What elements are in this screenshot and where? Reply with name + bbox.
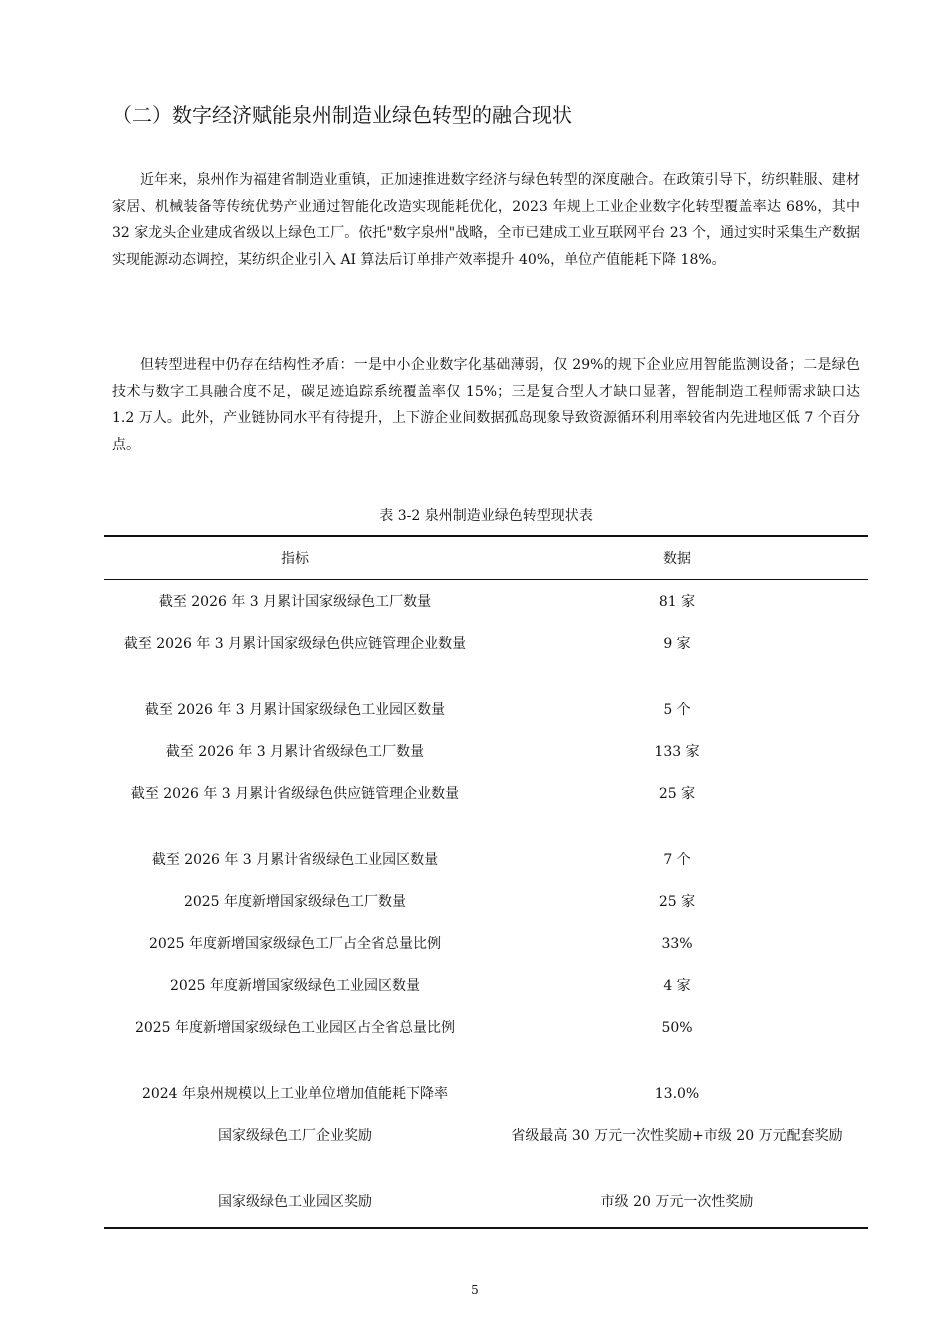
table-cell-value: 4 家 (663, 978, 691, 994)
section-title: （二）数字经济赋能泉州制造业绿色转型的融合现状 (112, 103, 572, 127)
table-cell-indicator: 截至 2026 年 3 月累计省级绿色工厂数量 (165, 744, 425, 760)
table-row (104, 622, 868, 688)
body-paragraph: 但转型进程中仍存在结构性矛盾：一是中小企业数字化基础薄弱，仅 29%的规下企业应用智能监测设备；二是绿色技术与数字工具融合度不足，碳足迹追踪系统覆盖率仅 15%；三是复合型人才缺口显著，智能制造工程师需求缺口达 1.2 万人。此外，产业链协同水平有待提升，上下游企业间数据孤岛现象导致资源循环利用率较省内先进地区低 7 个百分点。 (112, 357, 860, 453)
table-row (104, 580, 868, 622)
table-cell-indicator: 截至 2026 年 3 月累计国家级绿色供应链管理企业数量 (123, 636, 467, 652)
page-number: 5 (471, 1283, 479, 1297)
table-row (104, 772, 868, 838)
table-row (104, 1180, 868, 1227)
table-cell-indicator: 截至 2026 年 3 月累计国家级绿色工业园区数量 (144, 702, 446, 718)
table-header-indicator: 指标 (281, 551, 309, 567)
table-cell-indicator: 国家级绿色工业园区奖励 (218, 1194, 372, 1210)
table-cell-indicator: 2024 年泉州规模以上工业单位增加值能耗下降率 (141, 1086, 449, 1102)
table-cell-indicator: 2025 年度新增国家级绿色工厂占全省总量比例 (148, 936, 442, 952)
body-paragraph: 近年来，泉州作为福建省制造业重镇，正加速推进数字经济与绿色转型的深度融合。在政策引导下，纺织鞋服、建材家居、机械装备等传统优势产业通过智能化改造实现能耗优化，2023 年规上工业企业数字化转型覆盖率达 68%，其中 32 家龙头企业建成省级以上绿色工厂。依托"数字泉州"战略，全市已建成工业互联网平台 23 个，通过实时采集生产数据实现能源动态调控，某纺织企业引入 AI 算法后订单排产效率提升 40%，单位产值能耗下降 18%。 (112, 172, 860, 268)
table-row (104, 922, 868, 964)
table-cell-value: 33% (661, 936, 693, 952)
table-cell-indicator: 国家级绿色工厂企业奖励 (218, 1128, 372, 1144)
table-cell-indicator: 截至 2026 年 3 月累计国家级绿色工厂数量 (158, 594, 432, 610)
table-row (104, 1072, 868, 1114)
table-header-row (104, 537, 868, 580)
status-table (104, 535, 868, 1229)
table-row (104, 688, 868, 730)
table-cell-indicator: 截至 2026 年 3 月累计省级绿色工业园区数量 (151, 852, 439, 868)
table-cell-indicator: 2025 年度新增国家级绿色工业园区占全省总量比例 (134, 1020, 456, 1036)
table-cell-value: 5 个 (663, 702, 691, 718)
table-cell-indicator: 截至 2026 年 3 月累计省级绿色供应链管理企业数量 (130, 786, 460, 802)
table-header-value: 数据 (663, 551, 691, 567)
table-cell-value: 省级最高 30 万元一次性奖励+市级 20 万元配套奖励 (511, 1128, 843, 1144)
table-cell-value: 25 家 (658, 786, 696, 802)
table-cell-value: 市级 20 万元一次性奖励 (600, 1194, 754, 1210)
table-row (104, 964, 868, 1006)
table-cell-value: 81 家 (658, 594, 696, 610)
table-row (104, 838, 868, 880)
table-row (104, 880, 868, 922)
table-cell-value: 9 家 (663, 636, 691, 652)
table-row (104, 1114, 868, 1180)
table-cell-value: 133 家 (654, 744, 700, 760)
table-cell-value: 13.0% (654, 1086, 700, 1102)
table-cell-value: 50% (661, 1020, 693, 1036)
table-row (104, 1006, 868, 1072)
table-caption: 表 3-2 泉州制造业绿色转型现状表 (379, 508, 593, 524)
table-cell-indicator: 2025 年度新增国家级绿色工厂数量 (183, 894, 407, 910)
table-cell-indicator: 2025 年度新增国家级绿色工业园区数量 (169, 978, 421, 994)
table-cell-value: 25 家 (658, 894, 696, 910)
table-cell-value: 7 个 (663, 852, 691, 868)
table-row (104, 730, 868, 772)
